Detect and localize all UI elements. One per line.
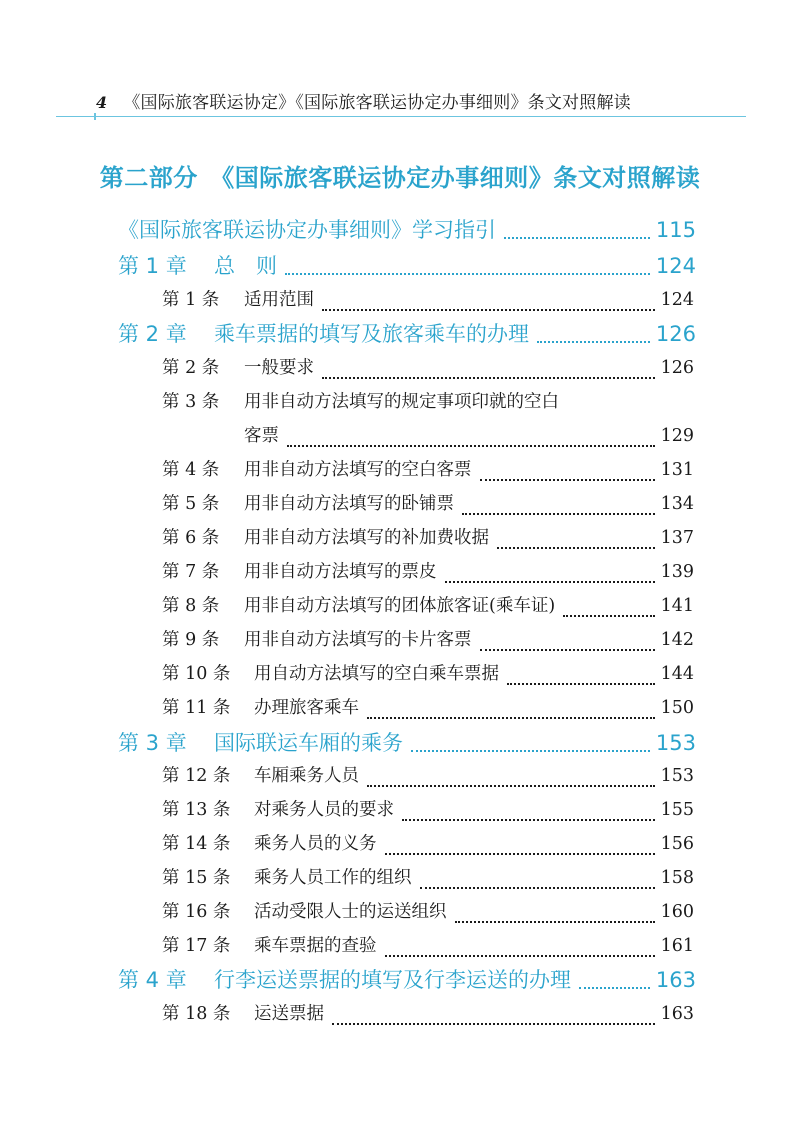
toc-entry-title: 国际联运车厢的乘务	[214, 731, 403, 755]
chapter-number: 第 4 章	[118, 968, 187, 992]
toc-entry-article-4[interactable]	[162, 456, 694, 486]
toc-entry-article-8[interactable]	[162, 592, 694, 622]
dot-leader	[367, 784, 655, 787]
chapter-number: 第 3 章	[118, 731, 187, 755]
article-number: 第 2 条	[162, 358, 220, 378]
running-header-title: 《国际旅客联运协定》《国际旅客联运协定办事细则》条文对照解读	[123, 93, 631, 113]
toc-entry-title: 一般要求	[244, 358, 314, 378]
toc-entry-title: 办理旅客乘车	[254, 698, 359, 718]
dot-leader	[411, 749, 650, 752]
article-number: 第 14 条	[162, 834, 231, 854]
toc-entry-page: 142	[660, 630, 694, 650]
dot-leader	[504, 236, 650, 239]
toc-entry-chapter-4[interactable]	[118, 964, 696, 996]
dot-leader	[385, 954, 655, 957]
toc-entry-page: 129	[660, 426, 694, 446]
toc-entry-article-12[interactable]	[162, 762, 694, 792]
toc-entry-page: 139	[660, 562, 694, 582]
dot-leader	[507, 682, 655, 685]
dot-leader	[462, 512, 655, 515]
article-number: 第 7 条	[162, 562, 220, 582]
toc-entry-chapter-3[interactable]	[118, 727, 696, 759]
toc-entry-page: 115	[655, 218, 696, 242]
toc-entry-title: 适用范围	[244, 290, 314, 310]
toc-entry-page: 141	[660, 596, 694, 616]
dot-leader	[537, 340, 650, 343]
toc-entry-article-6[interactable]	[162, 524, 694, 554]
toc-entry-page: 134	[660, 494, 694, 514]
article-number: 第 9 条	[162, 630, 220, 650]
article-number: 第 18 条	[162, 1004, 231, 1024]
article-number: 第 11 条	[162, 698, 231, 718]
article-number: 第 15 条	[162, 868, 231, 888]
toc-entry-title: 运送票据	[254, 1004, 324, 1024]
toc-entry-page: 155	[660, 800, 694, 820]
toc-entry-article-1[interactable]	[162, 286, 694, 316]
toc-entry-title: 《国际旅客联运协定办事细则》学习指引	[118, 218, 496, 242]
dot-leader	[322, 308, 655, 311]
toc-entry-title: 用非自动方法填写的团体旅客证(乘车证)	[244, 596, 556, 616]
toc-entry-article-18[interactable]	[162, 1000, 694, 1030]
toc-entry-title: 活动受限人士的运送组织	[254, 902, 447, 922]
article-number: 第 17 条	[162, 936, 231, 956]
toc-entry-page: 163	[660, 1004, 694, 1024]
toc-entry-title-line2: 客票	[244, 426, 279, 446]
dot-leader	[445, 580, 655, 583]
toc-entry-title: 行李运送票据的填写及行李运送的办理	[214, 968, 571, 992]
dot-leader	[322, 376, 655, 379]
toc-entry-article-5[interactable]	[162, 490, 694, 520]
toc-entry-page: 137	[660, 528, 694, 548]
header-rule	[56, 116, 746, 117]
chapter-number: 第 1 章	[118, 254, 187, 278]
toc-entry-title: 用非自动方法填写的卡片客票	[244, 630, 472, 650]
dot-leader	[579, 986, 650, 989]
toc-entry-page: 161	[660, 936, 694, 956]
toc-entry-article-16[interactable]	[162, 898, 694, 928]
page-number: 4	[96, 93, 108, 112]
dot-leader	[367, 716, 655, 719]
chapter-number: 第 2 章	[118, 322, 187, 346]
toc-entry-article-9[interactable]	[162, 626, 694, 656]
toc-entry-article-15[interactable]	[162, 864, 694, 894]
toc-entry-page: 163	[655, 968, 696, 992]
dot-leader	[497, 546, 655, 549]
article-number: 第 13 条	[162, 800, 231, 820]
dot-leader	[480, 478, 655, 481]
dot-leader	[285, 272, 650, 275]
dot-leader	[563, 614, 654, 617]
dot-leader	[287, 444, 655, 447]
toc-entry-article-11[interactable]	[162, 694, 694, 724]
article-number: 第 16 条	[162, 902, 231, 922]
dot-leader	[420, 886, 655, 889]
toc-entry-article-3-continued[interactable]	[244, 422, 694, 452]
toc-entry-article-7[interactable]	[162, 558, 694, 588]
dot-leader	[402, 818, 655, 821]
toc-entry-article-10[interactable]	[162, 660, 694, 690]
toc-entry-title: 用非自动方法填写的空白客票	[244, 460, 472, 480]
toc-entry-chapter-1[interactable]	[118, 250, 696, 282]
toc-entry-article-17[interactable]	[162, 932, 694, 962]
toc-entry-article-14[interactable]	[162, 830, 694, 860]
toc-entry-title: 乘务人员工作的组织	[254, 868, 412, 888]
toc-entry-page: 160	[660, 902, 694, 922]
toc-entry-page: 126	[655, 322, 696, 346]
toc-entry-title: 对乘务人员的要求	[254, 800, 394, 820]
toc-entry-title: 用非自动方法填写的票皮	[244, 562, 437, 582]
part-title: 第二部分 《国际旅客联运协定办事细则》条文对照解读	[99, 163, 701, 192]
toc-entry-title: 总 则	[214, 254, 277, 278]
article-number: 第 1 条	[162, 290, 220, 310]
dot-leader	[385, 852, 655, 855]
toc-entry-page: 150	[660, 698, 694, 718]
article-number: 第 3 条	[162, 392, 220, 412]
toc-entry-title: 乘务人员的义务	[254, 834, 377, 854]
toc-entry-page: 153	[660, 766, 694, 786]
toc-entry-article-2[interactable]	[162, 354, 694, 384]
toc-entry-page: 156	[660, 834, 694, 854]
article-number: 第 5 条	[162, 494, 220, 514]
toc-entry-page: 158	[660, 868, 694, 888]
header-rule-tick	[94, 113, 96, 120]
toc-entry-title: 用非自动方法填写的补加费收据	[244, 528, 489, 548]
toc-entry-page: 144	[660, 664, 694, 684]
dot-leader	[332, 1022, 655, 1025]
toc-entry-page: 131	[660, 460, 694, 480]
toc-entry-title-line1: 用非自动方法填写的规定事项印就的空白	[244, 392, 559, 412]
toc-entry-title: 乘车票据的查验	[254, 936, 377, 956]
toc-entry-guide[interactable]	[118, 214, 696, 246]
article-number: 第 12 条	[162, 766, 231, 786]
dot-leader	[480, 648, 655, 651]
toc-entry-article-3[interactable]	[162, 388, 694, 413]
toc-entry-page: 153	[655, 731, 696, 755]
toc-entry-title: 用非自动方法填写的卧铺票	[244, 494, 454, 514]
article-number: 第 6 条	[162, 528, 220, 548]
toc-entry-chapter-2[interactable]	[118, 318, 696, 350]
toc-entry-title: 乘车票据的填写及旅客乘车的办理	[214, 322, 529, 346]
toc-entry-page: 126	[660, 358, 694, 378]
toc-entry-article-13[interactable]	[162, 796, 694, 826]
toc-entry-title: 用自动方法填写的空白乘车票据	[254, 664, 499, 684]
toc-entry-page: 124	[660, 290, 694, 310]
toc-entry-page: 124	[655, 254, 696, 278]
dot-leader	[455, 920, 655, 923]
article-number: 第 10 条	[162, 664, 231, 684]
article-number: 第 4 条	[162, 460, 220, 480]
toc-entry-title: 车厢乘务人员	[254, 766, 359, 786]
article-number: 第 8 条	[162, 596, 220, 616]
running-header	[96, 88, 716, 116]
